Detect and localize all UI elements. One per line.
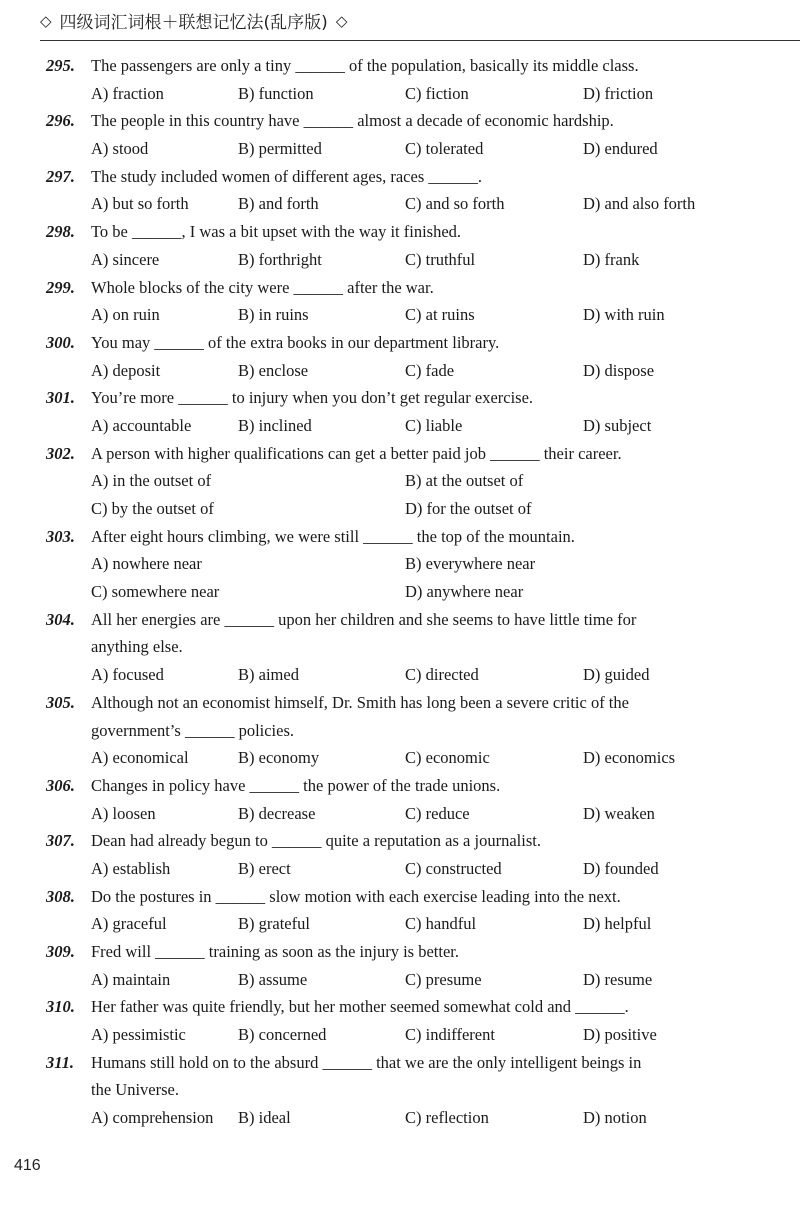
question-item <box>0 1049 800 1132</box>
answer-option: C) by the outset of <box>91 499 214 518</box>
options-row <box>0 550 800 578</box>
question-number: 301. <box>46 388 75 408</box>
options-row <box>0 412 800 440</box>
question-item <box>0 772 800 827</box>
answer-option: A) pessimistic <box>91 1025 186 1045</box>
question-number: 309. <box>46 942 75 961</box>
answer-option: D) founded <box>583 858 659 878</box>
answer-option: D) friction <box>583 83 654 103</box>
answer-option: B) permitted <box>238 139 322 159</box>
answer-option: C) directed <box>405 665 479 685</box>
question-item <box>0 523 800 606</box>
question-item <box>0 52 800 107</box>
header-title: 四级词汇词根＋联想记忆法(乱序版) <box>59 13 328 33</box>
question-stem: anything else. <box>91 637 183 657</box>
answer-option: A) focused <box>91 665 164 685</box>
question-number: 297. <box>46 166 75 186</box>
question-number: 305. <box>46 692 75 712</box>
answer-option: B) at the outset of <box>405 471 524 491</box>
options-row <box>0 467 800 495</box>
diamond-outline-icon: ◇ <box>40 11 52 30</box>
question-stem-line <box>0 218 800 246</box>
question-stem-line <box>0 107 800 135</box>
answer-option: B) erect <box>238 858 291 878</box>
answer-option: D) weaken <box>583 803 655 823</box>
question-stem-line <box>0 883 800 911</box>
answer-option: D) anywhere near <box>405 582 524 602</box>
answer-option: D) helpful <box>583 914 652 934</box>
options-row <box>0 357 800 385</box>
answer-option: C) at ruins <box>405 305 475 325</box>
answer-option: A) establish <box>91 858 171 878</box>
page-number: 416 <box>14 1157 41 1174</box>
question-item <box>0 440 800 523</box>
question-number: 300. <box>46 332 75 352</box>
question-item <box>0 218 800 273</box>
question-stem-line <box>0 689 800 717</box>
options-row <box>0 744 800 772</box>
answer-option: B) and forth <box>238 194 319 214</box>
question-number: 299. <box>46 277 75 297</box>
options-row <box>0 135 800 163</box>
answer-option: A) economical <box>91 748 189 768</box>
answer-option: B) concerned <box>238 1025 327 1045</box>
question-number: 302. <box>46 443 75 463</box>
question-stem: The study included women of different ages, races ______. <box>91 166 482 186</box>
answer-option: C) reflection <box>405 1108 489 1128</box>
question-stem: Although not an economist himself, Dr. Smith has long been a severe critic of the <box>91 692 629 712</box>
question-item <box>0 606 800 689</box>
options-row <box>0 495 800 523</box>
question-stem-line <box>0 993 800 1021</box>
question-item <box>0 163 800 218</box>
answer-option: A) fraction <box>91 83 164 103</box>
answer-option: C) and so forth <box>405 194 505 214</box>
question-stem: Whole blocks of the city were ______ after the war. <box>91 277 434 297</box>
answer-option: C) fiction <box>405 83 469 103</box>
question-stem: The people in this country have ______ almost a decade of economic hardship. <box>91 111 614 131</box>
question-stem: You may ______ of the extra books in our department library. <box>91 332 500 352</box>
answer-option: A) comprehension <box>91 1108 214 1128</box>
question-stem-line <box>0 1076 800 1104</box>
answer-option: B) decrease <box>238 803 316 823</box>
question-stem-line <box>0 523 800 551</box>
question-item <box>0 689 800 772</box>
answer-option: A) loosen <box>91 803 156 823</box>
question-stem: The passengers are only a tiny ______ of the population, basically its middle class. <box>91 56 639 75</box>
question-item <box>0 827 800 882</box>
question-stem-line <box>0 606 800 634</box>
running-header <box>40 8 347 33</box>
answer-option: D) and also forth <box>583 194 696 214</box>
question-item <box>0 993 800 1048</box>
answer-option: A) in the outset of <box>91 471 212 491</box>
answer-option: C) indifferent <box>405 1025 495 1045</box>
answer-option: C) somewhere near <box>91 582 220 602</box>
question-stem: Fred will ______ training as soon as the injury is better. <box>91 942 459 961</box>
answer-option: D) for the outset of <box>405 499 532 518</box>
answer-option: C) presume <box>405 969 482 989</box>
question-stem-line <box>0 1049 800 1077</box>
answer-option: B) economy <box>238 748 320 768</box>
question-item <box>0 938 800 993</box>
options-row <box>0 80 800 108</box>
question-number: 295. <box>46 56 75 75</box>
question-stem-line <box>0 329 800 357</box>
answer-option: D) positive <box>583 1025 657 1045</box>
question-stem-line <box>0 938 800 966</box>
options-row <box>0 578 800 606</box>
question-stem-line <box>0 163 800 191</box>
question-stem: Changes in policy have ______ the power of the trade unions. <box>91 775 501 795</box>
header-divider <box>40 40 800 41</box>
answer-option: D) endured <box>583 139 658 159</box>
answer-option: B) assume <box>238 969 308 989</box>
answer-option: D) resume <box>583 969 653 989</box>
question-number: 308. <box>46 886 75 906</box>
answer-option: B) ideal <box>238 1108 291 1128</box>
question-number: 311. <box>46 1052 74 1072</box>
question-number: 310. <box>46 997 75 1017</box>
question-item <box>0 329 800 384</box>
options-row <box>0 1021 800 1049</box>
answer-option: B) function <box>238 83 314 103</box>
question-stem-line <box>0 274 800 302</box>
options-row <box>0 855 800 883</box>
answer-option: D) subject <box>583 415 652 435</box>
question-stem: Humans still hold on to the absurd ______ that we are the only intelligent beings in <box>91 1052 642 1072</box>
answer-option: D) frank <box>583 249 640 269</box>
answer-option: B) forthright <box>238 249 322 269</box>
question-number: 303. <box>46 526 75 546</box>
answer-option: C) truthful <box>405 249 476 269</box>
question-stem: After eight hours climbing, we were still ______ the top of the mountain. <box>91 526 575 546</box>
answer-option: B) in ruins <box>238 305 309 325</box>
diamond-outline-icon: ◇ <box>335 11 348 30</box>
question-stem-line <box>0 52 800 80</box>
answer-option: C) constructed <box>405 858 502 878</box>
answer-option: B) everywhere near <box>405 554 536 574</box>
options-row <box>0 910 800 938</box>
answer-option: B) grateful <box>238 914 310 934</box>
answer-option: D) dispose <box>583 360 655 380</box>
question-number: 296. <box>46 111 75 131</box>
question-stem-line <box>0 633 800 661</box>
answer-option: C) tolerated <box>405 139 484 159</box>
answer-option: A) maintain <box>91 969 171 989</box>
question-number: 298. <box>46 222 75 242</box>
question-stem: All her energies are ______ upon her children and she seems to have little time for <box>91 609 637 629</box>
answer-option: A) but so forth <box>91 194 189 214</box>
question-number: 304. <box>46 609 75 629</box>
answer-option: A) stood <box>91 139 149 159</box>
question-stem: Her father was quite friendly, but her mother seemed somewhat cold and ______. <box>91 997 629 1017</box>
question-item <box>0 883 800 938</box>
answer-option: B) enclose <box>238 360 309 380</box>
question-stem-line <box>0 772 800 800</box>
answer-option: C) economic <box>405 748 490 768</box>
question-list <box>0 52 800 1132</box>
answer-option: C) liable <box>405 415 463 435</box>
question-item <box>0 384 800 439</box>
answer-option: A) accountable <box>91 415 192 435</box>
answer-option: A) graceful <box>91 914 167 934</box>
question-stem-line <box>0 440 800 468</box>
answer-option: C) reduce <box>405 803 470 823</box>
options-row <box>0 246 800 274</box>
answer-option: A) sincere <box>91 249 160 269</box>
answer-option: B) inclined <box>238 415 312 435</box>
answer-option: D) guided <box>583 665 650 685</box>
options-row <box>0 301 800 329</box>
question-stem: To be ______, I was a bit upset with the way it finished. <box>91 222 462 242</box>
answer-option: A) nowhere near <box>91 554 202 574</box>
question-stem: You’re more ______ to injury when you don’t get regular exercise. <box>91 388 534 408</box>
question-stem: Do the postures in ______ slow motion with each exercise leading into the next. <box>91 886 621 906</box>
question-stem-line <box>0 717 800 745</box>
question-number: 306. <box>46 775 75 795</box>
question-stem: A person with higher qualifications can get a better paid job ______ their career. <box>91 443 622 463</box>
question-stem-line <box>0 827 800 855</box>
options-row <box>0 1104 800 1132</box>
question-item <box>0 274 800 329</box>
answer-option: A) on ruin <box>91 305 160 325</box>
question-stem: government’s ______ policies. <box>91 720 295 740</box>
question-number: 307. <box>46 831 75 851</box>
answer-option: D) with ruin <box>583 305 665 325</box>
answer-option: A) deposit <box>91 360 161 380</box>
question-stem-line <box>0 384 800 412</box>
answer-option: D) notion <box>583 1108 647 1128</box>
options-row <box>0 800 800 828</box>
question-stem: Dean had already begun to ______ quite a reputation as a journalist. <box>91 831 541 851</box>
question-stem: the Universe. <box>91 1080 179 1100</box>
question-item <box>0 107 800 162</box>
options-row <box>0 966 800 994</box>
answer-option: B) aimed <box>238 665 299 685</box>
options-row <box>0 661 800 689</box>
answer-option: C) handful <box>405 914 477 934</box>
answer-option: D) economics <box>583 748 676 768</box>
options-row <box>0 190 800 218</box>
answer-option: C) fade <box>405 360 455 380</box>
